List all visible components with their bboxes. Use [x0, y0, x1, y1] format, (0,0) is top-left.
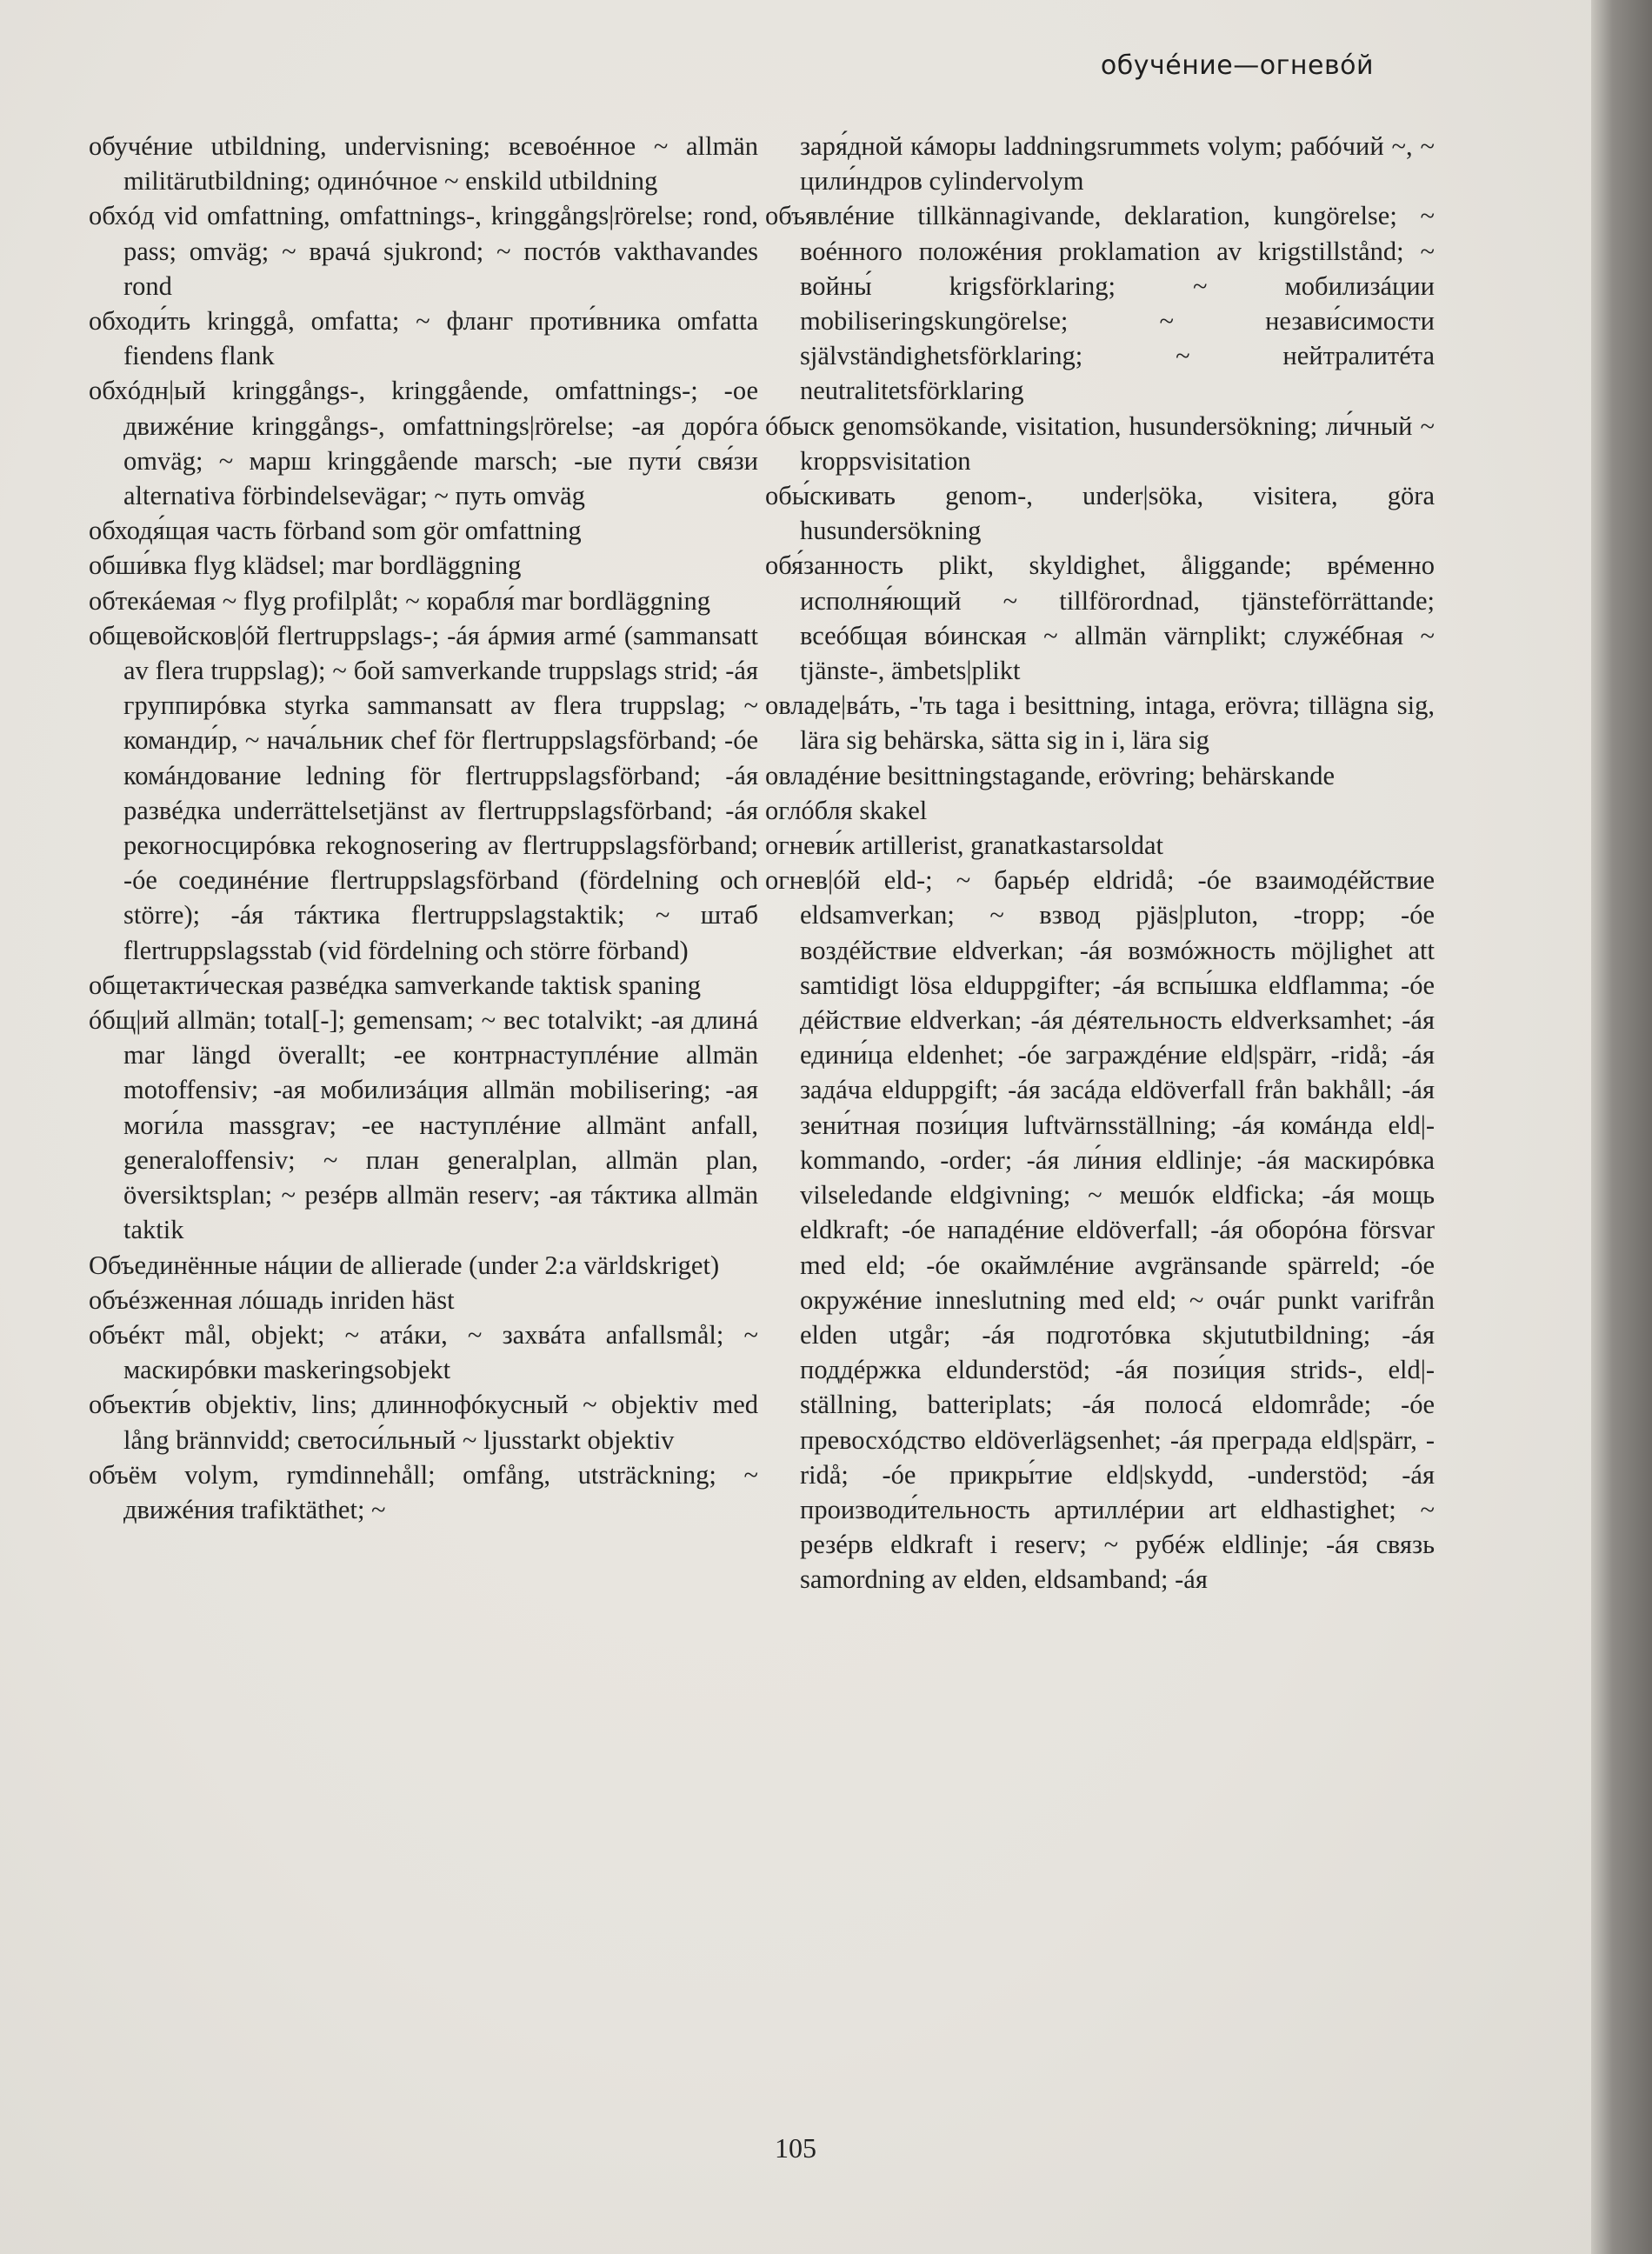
entry: óбщ|ий allmän; total[-]; gemensam; ~ вес totalvikt; -ая длинá mar längd överallt; -ее контрнаступлéние allmän motoffensiv; -ая мобилизáция allmän mobilisering; -ая моги́ла massgrav; -ее наступлéние allmänt anfall, generaloffensiv; ~ план generalplan, allmän plan, översiktsplan; ~ резéрв allmän reserv; -ая тáктика allmän taktik — [89, 1005, 758, 1245]
entry: обходи́ть kringgå, omfatta; ~ фланг проти́вника omfatta fiendens flank — [89, 306, 758, 371]
running-head: обучéние—огневóй — [1100, 50, 1374, 81]
entry: общевойсков|óй flertruppslags-; -áя áрмия armé (sammansatt av flera truppslag); ~ бой samverkande truppslags strid; -áя группирóвка styrka sammansatt av flera truppslag; ~ команди́р, ~ нача́льник chef för flertruppslagsförband; -óе комáндование ledning för flertruppslagsförband; -áя развéдка underrättelsetjänst av flertruppslagsförband; -áя рекогносцирóвка rekognosering av flertruppslagsförband; -óе соединéние flertruppslagsförband (fördelning och större); -áя тáктика flertruppslagstaktik; ~ штаб flertruppslagsstab (vid fördelning och större förband) — [89, 620, 758, 965]
entry: объéзженная лóшадь inriden häst — [89, 1284, 455, 1315]
entry: обя́занность plikt, skyldighet, åliggande; врéменно исполня́ющий ~ tillförordnad, tjänsteförrättande; всеóбщая вóинская ~ allmän värnplikt; служéбная ~ tjänste-, ämbets|plikt — [765, 550, 1435, 686]
entry: огнев|óй eld-; ~ барьéр eldridå; -óе взаимодéйствие eldsamverkan; ~ взвод pjäs|pluton, -tropp; -óе воздéйствие eldverkan; -áя возмóжность möjlighet att samtidigt lösa elduppgifter; -áя вспы́шка eldflamma; -óе дéйствие eldverkan; -áя дéятельность eldverksamhet; -áя едини́ца eldenhet; -óе заграждéние eld|spärr, -ridå; -áя задáча elduppgift; -áя засáда eldöverfall från bakhåll; -áя зени́тная пози́ция luftvärnsställning; -áя комáнда eld|-kommando, -order; -áя ли́ния eldlinje; -áя маскирóвка vilseledande eldgivning; ~ мешóк eldficka; -áя мощь eldkraft; -óе нападéние eldöverfall; -áя оборóна försvar med eld; -óе окаймлéние avgränsande spärreld; -óе окружéние inneslutning med eld; ~ очáг punkt varifrån elden utgår; -áя подготóвка skjututbildning; -áя поддéржка eldunderstöd; -áя пози́ция strids-, eld|-ställning, batteriplats; -áя полосá eldområde; -óе превосхóдство eldöverlägsenhet; -áя преграда eld|spärr, -ridå; -óе прикры́тие eld|skydd, -understöd; -áя производи́тельность артиллéрии art eldhastighet; ~ резéрв eldkraft i reserv; ~ рубéж eldlinje; -áя связь samordning av elden, eldsamband; -áя — [765, 865, 1435, 1595]
entry: объéкт mål, objekt; ~ атáки, ~ захвáта anfallsmål; ~ маскирóвки maskeringsobjekt — [89, 1319, 758, 1385]
entry: óбыск genomsökande, visitation, husundersökning; ли́чный ~ kroppsvisitation — [765, 410, 1435, 476]
entry: Объединённые нáции de allierade (under 2:a världskriget) — [89, 1250, 720, 1280]
left-column — [89, 129, 758, 1527]
entry: обы́скивать genom-, under|söka, visitera, göra husundersökning — [765, 481, 1435, 546]
entry: обтекáемая ~ flyg profilplåt; ~ корабля́ mar bordläggning — [89, 585, 711, 616]
page-number: 105 — [775, 2132, 816, 2164]
entry: обши́вка flyg klädsel; mar bordläggning — [89, 550, 522, 581]
entry: объявлéние tillkännagivande, deklaration, kungörelse; ~ воéнного положéния proklamation av krigstillstånd; ~ войны́ krigsförklaring; ~ мобилизáции mobiliseringskungörelse; ~ незави́симости självständighetsförklaring; ~ нейтралитéта neutralitetsförklaring — [765, 201, 1435, 406]
entry: овладе|вáть, -'ть taga i besittning, intaga, erövra; tillägna sig, lära sig behärska, sätta sig in i, lära sig — [765, 690, 1435, 756]
entry: обучéние utbildning, undervisning; всевоéнное ~ allmän militärutbildning; одинóчное ~ enskild utbildning — [89, 131, 758, 197]
entry: обхóдн|ый kringgångs-, kringgående, omfattnings-; -ое движéние kringgångs-, omfattnings|rörelse; -ая дорóга omväg; ~ марш kringgående marsch; -ые пути́ свя́зи alternativa förbindelsevägar; ~ путь omväg — [89, 376, 758, 511]
entry: объекти́в objektiv, lins; длиннофóкусный ~ objektiv med lång brännvidd; светоси́льный ~ ljusstarkt objektiv — [89, 1390, 758, 1455]
entry: общетакти́ческая развéдка samverkande taktisk spaning — [89, 970, 701, 1000]
entry: объём volym, rymdinnehåll; omfång, utsträckning; ~ движéния trafiktäthet; ~ — [89, 1459, 758, 1524]
entry: обхóд vid omfattning, omfattnings-, kringgångs|rörelse; rond, pass; omväg; ~ врачá sjukrond; ~ постóв vakthavandes rond — [89, 201, 758, 301]
entry-continuation: заря́дной кáморы laddningsrummets volym; рабóчий ~, ~ цили́ндров cylindervolym — [800, 131, 1435, 197]
entry: оглóбля skakel — [765, 795, 928, 825]
entry: обходя́щая часть förband som gör omfattning — [89, 516, 582, 546]
entry: огневи́к artillerist, granatkastarsoldat — [765, 830, 1164, 861]
entry: овладéние besittningstagande, erövring; behärskande — [765, 760, 1335, 790]
right-column — [765, 129, 1435, 1597]
